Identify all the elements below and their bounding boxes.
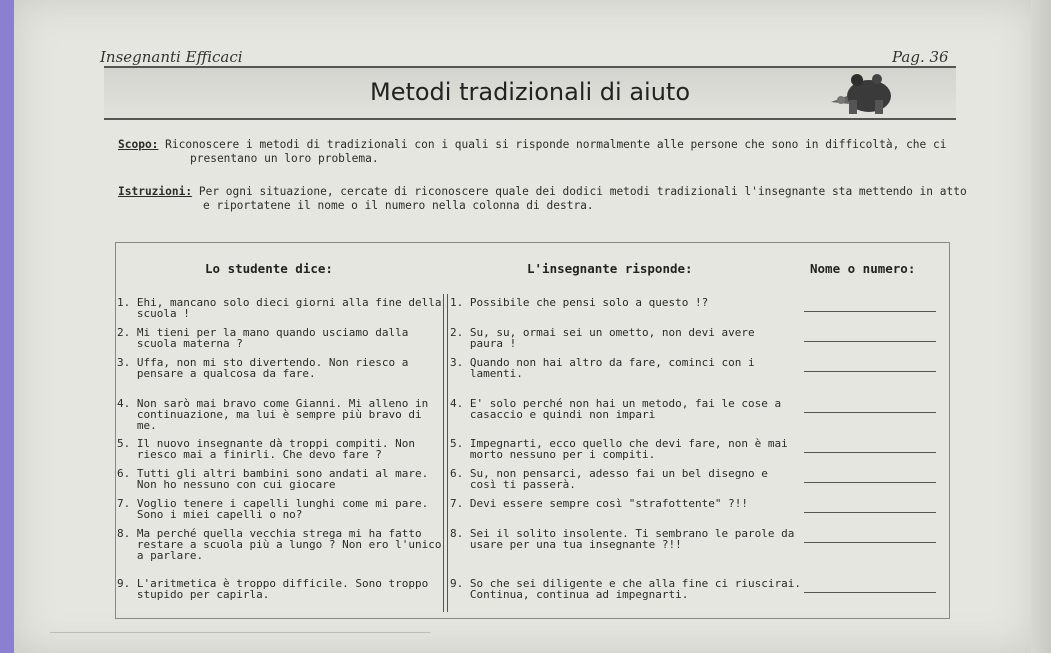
student-statement: 1. Ehi, mancano solo dieci giorni alla fine della scuola ! (117, 296, 442, 320)
teacher-response: 3. Quando non hai altro da fare, cominci con i lamenti. (450, 356, 755, 380)
student-statement: 7. Voglio tenere i capelli lunghi come mi pare. Sono i miei capelli o no? (117, 497, 429, 521)
teacher-response: 2. Su, su, ormai sei un ometto, non devi avere paura ! (450, 326, 755, 350)
header-name-number: Nome o numero: (810, 261, 916, 276)
column-divider (443, 294, 444, 612)
book-title: Insegnanti Efficaci (100, 48, 243, 66)
answer-blank[interactable] (804, 452, 936, 453)
teacher-response: 7. Devi essere sempre così "strafottente" ?!! (450, 497, 749, 510)
teacher-response: 5. Impegnarti, ecco quello che devi fare, non è mai morto nessuno per i compiti. (450, 437, 788, 461)
istruzioni-line2: e riportatene il nome o il numero nella colonna di destra. (203, 199, 594, 212)
scopo-label: Scopo: (118, 138, 159, 151)
answer-blank[interactable] (804, 482, 936, 483)
student-statement: 9. L'aritmetica è troppo difficile. Sono troppo stupido per capirla. (117, 577, 429, 601)
teacher-response: 9. So che sei diligente e che alla fine ci riuscirai. Continua, continua ad impegnarti. (450, 577, 801, 601)
istruzioni-section (118, 185, 967, 198)
scopo-line2: presentano un loro problema. (190, 152, 379, 165)
istruzioni-label: Istruzioni: (118, 185, 193, 198)
teacher-response: 6. Su, non pensarci, adesso fai un bel disegno e così ti passerà. (450, 467, 768, 491)
teacher-response: 1. Possibile che pensi solo a questo !? (450, 296, 709, 309)
answer-blank[interactable] (804, 542, 936, 543)
answer-blank[interactable] (804, 512, 936, 513)
answer-blank[interactable] (804, 371, 936, 372)
answer-blank[interactable] (804, 412, 936, 413)
student-statement: 5. Il nuovo insegnante dà troppi compiti. Non riesco mai a finirli. Che devo fare ? (117, 437, 416, 461)
istruzioni-line1: Per ogni situazione, cercate di riconoscere quale dei dodici metodi tradizionali l'insegnante sta mettendo in atto (198, 185, 967, 198)
page-number: Pag. 36 (892, 48, 949, 66)
teacher-response: 4. E' solo perché non hai un metodo, fai le cose a casaccio e quindi non impari (450, 397, 782, 421)
footer-rule (50, 632, 430, 633)
student-statement: 3. Uffa, non mi sto divertendo. Non riesco a pensare a qualcosa da fare. (117, 356, 409, 380)
scopo-section (118, 138, 946, 151)
column-divider (447, 294, 448, 612)
page-edge (1031, 0, 1051, 653)
header-student: Lo studente dice: (205, 261, 333, 276)
title-band (104, 66, 956, 120)
student-statement: 4. Non sarò mai bravo come Gianni. Mi alleno in continuazione, ma lui è sempre più bravo di me. (117, 397, 429, 432)
teacher-response: 8. Sei il solito insolente. Ti sembrano le parole da usare per una tua insegnante ?!! (450, 527, 795, 551)
page-title: Metodi tradizionali di aiuto (369, 78, 691, 106)
scopo-line1: Riconoscere i metodi di tradizionali con i quali si risponde normalmente alle persone che sono in difficoltà, che ci (165, 138, 947, 151)
answer-blank[interactable] (804, 311, 936, 312)
figures-illustration-icon (819, 70, 899, 116)
header-teacher: L'insegnante risponde: (527, 261, 693, 276)
student-statement: 2. Mi tieni per la mano quando usciamo dalla scuola materna ? (117, 326, 409, 350)
student-statement: 8. Ma perché quella vecchia strega mi ha fatto restare a scuola più a lungo ? Non ero l'unico a parlare. (117, 527, 442, 562)
answer-blank[interactable] (804, 341, 936, 342)
student-statement: 6. Tutti gli altri bambini sono andati al mare. Non ho nessuno con cui giocare (117, 467, 429, 491)
answer-blank[interactable] (804, 592, 936, 593)
